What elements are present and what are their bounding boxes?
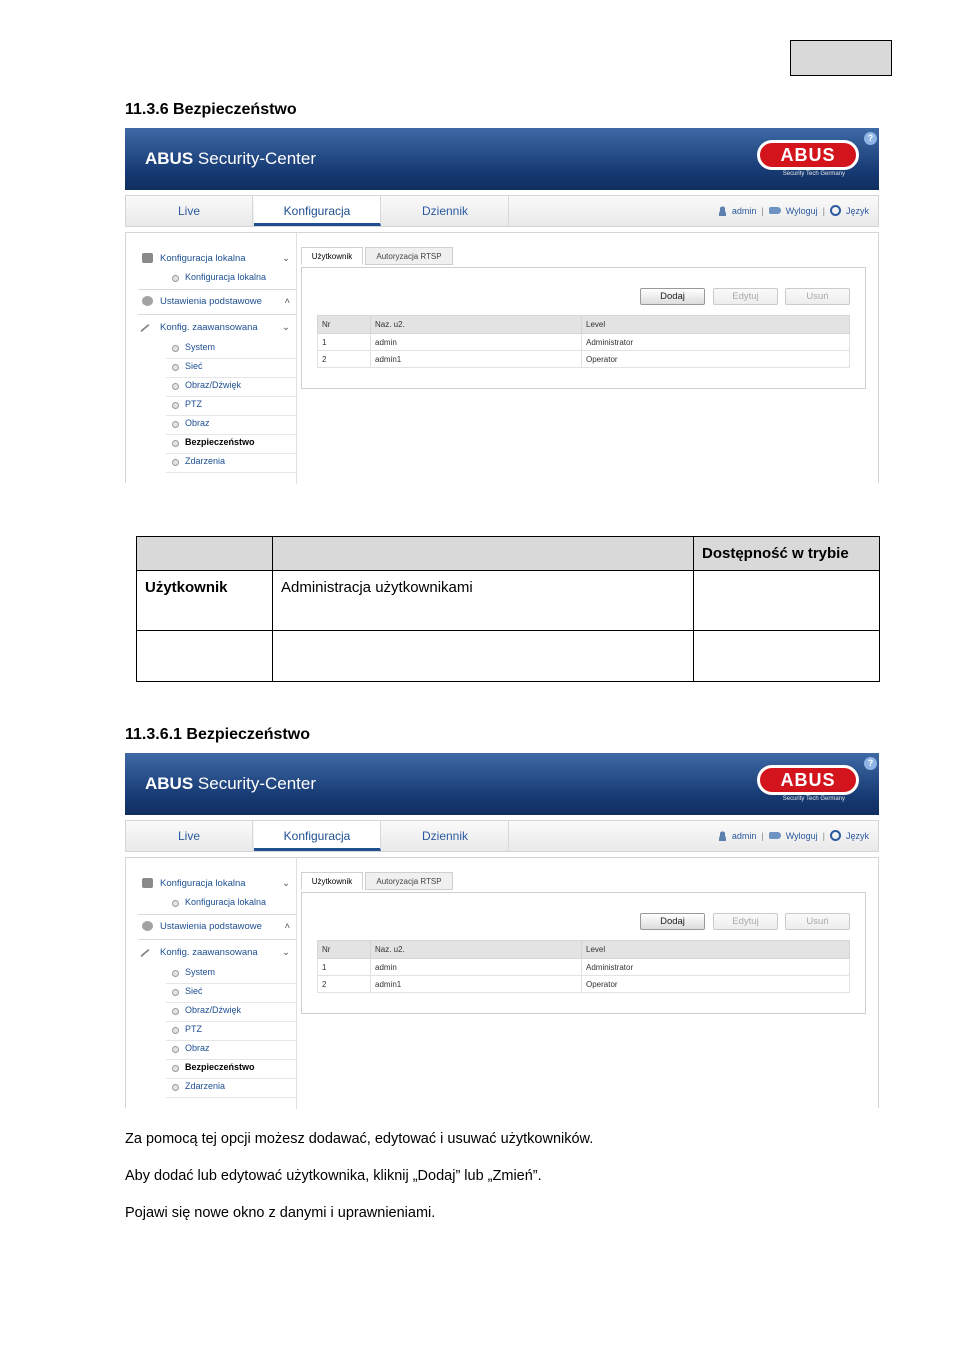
add-button[interactable]: Dodaj [640, 913, 705, 930]
logo-tagline: Security Tech Germany [782, 796, 845, 802]
column-header[interactable]: Level [582, 941, 850, 959]
content-area [125, 232, 879, 483]
sidebar-item-ptz[interactable]: PTZ [166, 397, 296, 416]
sidebar-item-local-config[interactable]: Konfiguracja lokalna [166, 895, 296, 914]
screenshot-security-1 [125, 128, 880, 483]
sidebar-item-local-config[interactable]: Konfiguracja lokalna [166, 270, 296, 289]
column-header[interactable]: Nr [318, 316, 371, 334]
users-table [317, 315, 850, 368]
table-header-cell [273, 537, 694, 571]
monitor-icon [142, 878, 153, 888]
language-link[interactable]: Język [845, 205, 869, 216]
content-area [125, 857, 879, 1108]
tab-autoryzacja-rtsp[interactable]: Autoryzacja RTSP [365, 247, 453, 265]
app-banner [125, 753, 879, 815]
logout-icon [769, 832, 781, 839]
sidebar-item-obraz[interactable]: Obraz [166, 416, 296, 435]
table-row[interactable]: 2 admin1 Operator [318, 976, 850, 993]
table-header-cell: Dostępność w trybie [694, 537, 880, 571]
sidebar-item-obraz-dzwiek[interactable]: Obraz/Dźwięk [166, 378, 296, 397]
sidebar-item-ptz[interactable]: PTZ [166, 1022, 296, 1041]
section-heading: 11.3.6 Bezpieczeństwo [125, 101, 297, 118]
logo-tagline: Security Tech Germany [782, 171, 845, 177]
language-link[interactable]: Język [845, 830, 869, 841]
users-table [317, 940, 850, 993]
wrench-icon [140, 949, 155, 964]
logout-link[interactable]: Wyloguj [785, 830, 818, 841]
sidebar-item-siec[interactable]: Sieć [166, 984, 296, 1003]
table-row: Użytkownik Administracja użytkownikami [137, 571, 880, 631]
wrench-icon [140, 324, 155, 339]
tab-autoryzacja-rtsp[interactable]: Autoryzacja RTSP [365, 872, 453, 890]
sidebar-item-zdarzenia[interactable]: Zdarzenia [166, 1079, 296, 1098]
page-number-box [790, 40, 892, 76]
user-name[interactable]: admin [731, 205, 757, 216]
nav-tab-konfiguracja[interactable]: Konfiguracja [254, 821, 381, 851]
help-icon[interactable]: ? [864, 757, 877, 770]
gear-icon [142, 921, 153, 931]
nav-tab-live[interactable]: Live [126, 196, 253, 226]
abus-logo: ABUS [757, 765, 859, 795]
column-header[interactable]: Level [582, 316, 850, 334]
edit-button[interactable]: Edytuj [713, 288, 778, 305]
sidebar-item-obraz[interactable]: Obraz [166, 1041, 296, 1060]
column-header[interactable]: Naz. u2. [371, 316, 582, 334]
bullet-icon [172, 900, 179, 907]
help-icon[interactable]: ? [864, 132, 877, 145]
table-row[interactable]: 1 admin Administrator [318, 334, 850, 351]
sidebar-item-bezpieczenstwo[interactable]: Bezpieczeństwo [166, 435, 296, 454]
tab-uzytkownik[interactable]: Użytkownik [301, 247, 363, 265]
logout-link[interactable]: Wyloguj [785, 205, 818, 216]
logout-icon [769, 207, 781, 214]
table-header-cell [137, 537, 273, 571]
main-nav [125, 195, 879, 227]
users-panel [301, 267, 866, 389]
bullet-icon [172, 275, 179, 282]
sidebar: Konfiguracja lokalna ⌄ Konfiguracja lokalna Ustawienia podstawowe ˄ Konfig. zaawansowana ⌄ System Sieć Obraz/Dźwięk PTZ Obraz Bezpieczeństwo Zdarzenia [138, 247, 296, 484]
users-panel [301, 892, 866, 1014]
edit-button[interactable]: Edytuj [713, 913, 778, 930]
availability-table [136, 536, 880, 682]
paragraph: Za pomocą tej opcji możesz dodawać, edytować i usuwać użytkowników. [125, 1131, 594, 1147]
delete-button[interactable]: Usuń [785, 913, 850, 930]
sidebar-item-system[interactable]: System [166, 340, 296, 359]
section-heading: 11.3.6.1 Bezpieczeństwo [125, 726, 310, 743]
delete-button[interactable]: Usuń [785, 288, 850, 305]
globe-icon [830, 205, 841, 216]
nav-tab-konfiguracja[interactable]: Konfiguracja [254, 196, 381, 226]
app-title: ABUS Security-Center [145, 774, 317, 793]
sidebar-item-zdarzenia[interactable]: Zdarzenia [166, 454, 296, 473]
user-controls: admin | Wyloguj | Język [718, 830, 869, 841]
sidebar-item-bezpieczenstwo[interactable]: Bezpieczeństwo [166, 1060, 296, 1079]
user-icon [718, 206, 727, 216]
column-header[interactable]: Nr [318, 941, 371, 959]
app-title: ABUS Security-Center [145, 149, 317, 168]
user-icon [718, 831, 727, 841]
nav-tab-live[interactable]: Live [126, 821, 253, 851]
gear-icon [142, 296, 153, 306]
nav-tab-dziennik[interactable]: Dziennik [382, 196, 509, 226]
column-header[interactable]: Naz. u2. [371, 941, 582, 959]
main-nav [125, 820, 879, 852]
sidebar-item-siec[interactable]: Sieć [166, 359, 296, 378]
screenshot-security-2 [125, 753, 880, 1108]
paragraph: Pojawi się nowe okno z danymi i uprawnieniami. [125, 1205, 436, 1221]
tab-uzytkownik[interactable]: Użytkownik [301, 872, 363, 890]
sidebar-item-system[interactable]: System [166, 965, 296, 984]
table-row [137, 631, 880, 682]
paragraph: Aby dodać lub edytować użytkownika, kliknij „Dodaj” lub „Zmień”. [125, 1168, 542, 1184]
abus-logo: ABUS [757, 140, 859, 170]
user-controls: admin | Wyloguj | Język [718, 205, 869, 216]
user-name[interactable]: admin [731, 830, 757, 841]
monitor-icon [142, 253, 153, 263]
sidebar: Konfiguracja lokalna ⌄ Konfiguracja lokalna Ustawienia podstawowe ˄ Konfig. zaawansowana ⌄ System Sieć Obraz/Dźwięk PTZ Obraz Bezpieczeństwo Zdarzenia [138, 872, 296, 1109]
nav-tab-dziennik[interactable]: Dziennik [382, 821, 509, 851]
app-banner [125, 128, 879, 190]
add-button[interactable]: Dodaj [640, 288, 705, 305]
globe-icon [830, 830, 841, 841]
table-row[interactable]: 1 admin Administrator [318, 959, 850, 976]
sidebar-item-obraz-dzwiek[interactable]: Obraz/Dźwięk [166, 1003, 296, 1022]
table-row[interactable]: 2 admin1 Operator [318, 351, 850, 368]
